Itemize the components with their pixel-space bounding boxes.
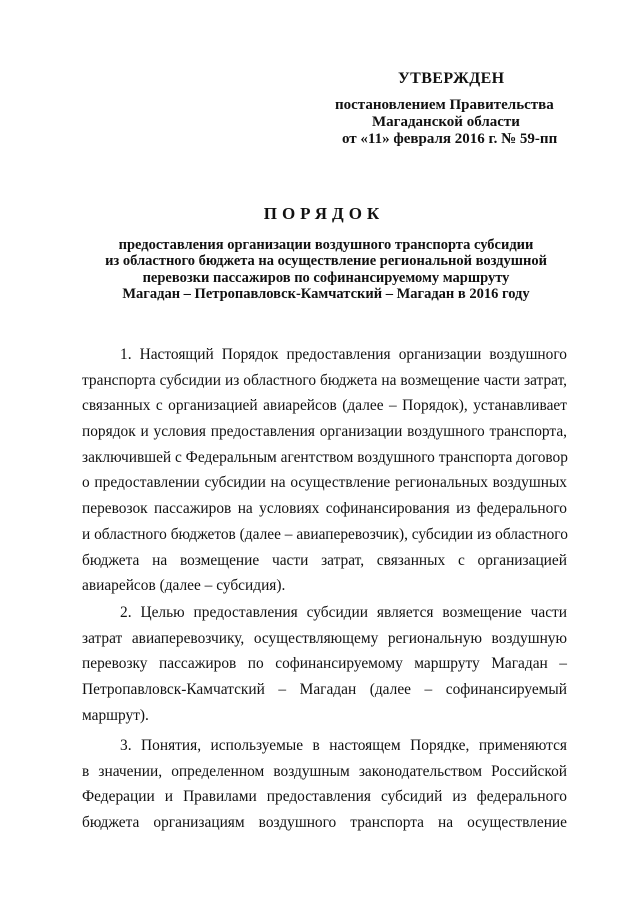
- document-subtitle-line: Магадан – Петропавловск-Камчатский – Магадан в 2016 году: [122, 286, 530, 302]
- text-line: 1. Настоящий Порядок предоставления организации воздушного: [120, 346, 567, 363]
- text-line: перевозок пассажиров на условиях софинансирования из федерального: [82, 500, 567, 518]
- text-line: 3. Понятия, используемые в настоящем Порядке, применяются: [120, 737, 567, 754]
- approval-line: Магаданской области: [372, 114, 520, 130]
- text-line: маршрут).: [82, 706, 149, 724]
- paragraph-2: [82, 600, 567, 728]
- text-line: и областного бюджетов (далее – авиаперевозчик), субсидии из областного: [82, 525, 568, 543]
- document-subtitle-line: из областного бюджета на осуществление региональной воздушной: [105, 253, 547, 269]
- document-subtitle-line: перевозки пассажиров по софинансируемому маршруту: [142, 270, 510, 286]
- document-title: ПОРЯДОК: [263, 204, 385, 223]
- approval-line: постановлением Правительства: [335, 97, 554, 113]
- text-line: Петропавловск-Камчатский – Магадан (далее – софинансируемый: [82, 681, 567, 699]
- text-line: затрат авиаперевозчику, осуществляющему региональную воздушную: [82, 629, 567, 647]
- text-line: авиарейсов (далее – субсидия).: [82, 577, 286, 595]
- text-line: перевозку пассажиров по софинансируемому маршруту Магадан –: [82, 655, 567, 673]
- paragraph-1: [82, 342, 567, 599]
- approval-date-line: от «11» февраля 2016 г. № 59-пп: [342, 131, 558, 147]
- document-subtitle-line: предоставления организации воздушного транспорта субсидии: [118, 237, 534, 253]
- text-line: заключившей с Федеральным агентством воздушного транспорта договор: [82, 448, 568, 466]
- text-line: связанных с организацией авиарейсов (далее – Порядок), устанавливает: [82, 397, 567, 415]
- text-line: в значении, определенном воздушным законодательством Российской: [82, 762, 567, 780]
- text-line: транспорта субсидии из областного бюджета на возмещение части затрат,: [82, 371, 567, 389]
- text-line: бюджета на возмещение части затрат, связанных с организацией: [82, 551, 567, 569]
- text-line: Федерации и Правилами предоставления субсидий из федерального: [82, 788, 567, 806]
- text-line: порядок и условия предоставления организации воздушного транспорта,: [82, 423, 567, 441]
- text-line: о предоставлении субсидии на осуществление региональных воздушных: [82, 474, 567, 492]
- text-line: 2. Целью предоставления субсидии является возмещение части: [120, 604, 567, 621]
- paragraph-3: [82, 733, 567, 836]
- approval-title: УТВЕРЖДЕН: [398, 70, 505, 87]
- text-line: бюджета организациям воздушного транспорта на осуществление: [82, 814, 567, 832]
